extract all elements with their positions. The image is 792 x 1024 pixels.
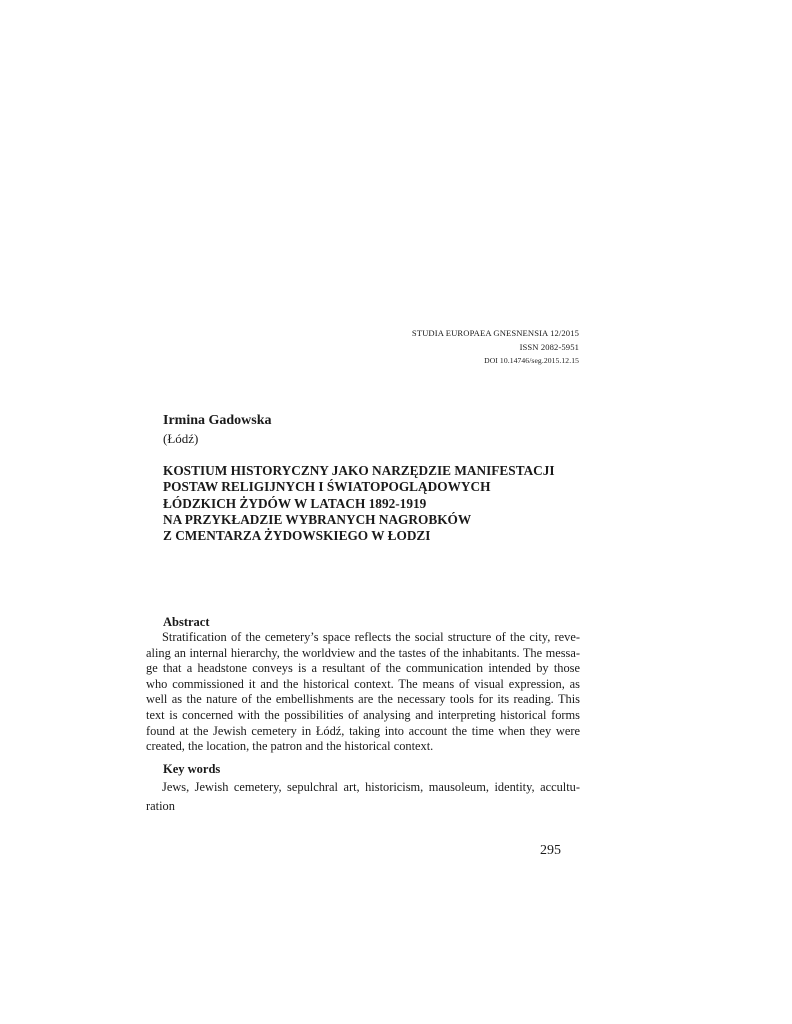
abstract-line: Stratification of the cemetery’s space reflects the social structure of the city, reve- (162, 630, 580, 644)
abstract-body (146, 630, 580, 755)
abstract-line: text is concerned with the possibilities of analysing and interpreting historical forms (146, 707, 580, 722)
keywords-heading: Key words (163, 762, 221, 776)
author-affiliation: (Łódź) (163, 431, 199, 446)
keywords-line: Jews, Jewish cemetery, sepulchral art, historicism, mausoleum, identity, accultu- (162, 780, 580, 794)
journal-issn: ISSN 2082-5951 (519, 341, 579, 352)
abstract-line: ge that a headstone conveys is a resultant of the communication intended by those (146, 661, 580, 676)
abstract-heading: Abstract (163, 615, 210, 629)
abstract-line: found at the Jewish cemetery in Łódź, taking into account the time when they were (146, 723, 580, 738)
title-line: Z CMENTARZA ŻYDOWSKIEGO W ŁODZI (163, 528, 431, 544)
abstract-line: well as the nature of the embellishments are the necessary tools for its reading. This (146, 692, 580, 707)
keywords-line: ration (146, 799, 175, 813)
page-number: 295 (540, 843, 561, 858)
journal-doi: DOI 10.14746/seg.2015.12.15 (484, 356, 579, 365)
keywords-body (146, 778, 580, 816)
abstract-line: who commissioned it and the historical context. The means of visual expression, as (146, 676, 580, 691)
article-title (163, 463, 603, 544)
title-line: NA PRZYKŁADZIE WYBRANYCH NAGROBKÓW (163, 511, 472, 527)
abstract-line: created, the location, the patron and the historical context. (146, 739, 434, 754)
title-line: KOSTIUM HISTORYCZNY JAKO NARZĘDZIE MANIFESTACJI (163, 463, 555, 478)
title-line: ŁÓDZKICH ŻYDÓW W LATACH 1892-1919 (163, 495, 427, 511)
title-line: POSTAW RELIGIJNYCH I ŚWIATOPOGLĄDOWYCH (163, 479, 491, 495)
abstract-line: aling an internal hierarchy, the worldview and the tastes of the inhabitants. The messa- (146, 645, 580, 660)
author-name: Irmina Gadowska (163, 413, 272, 428)
journal-header (412, 327, 579, 368)
journal-name: STUDIA EUROPAEA GNESNENSIA 12/2015 (411, 328, 579, 338)
